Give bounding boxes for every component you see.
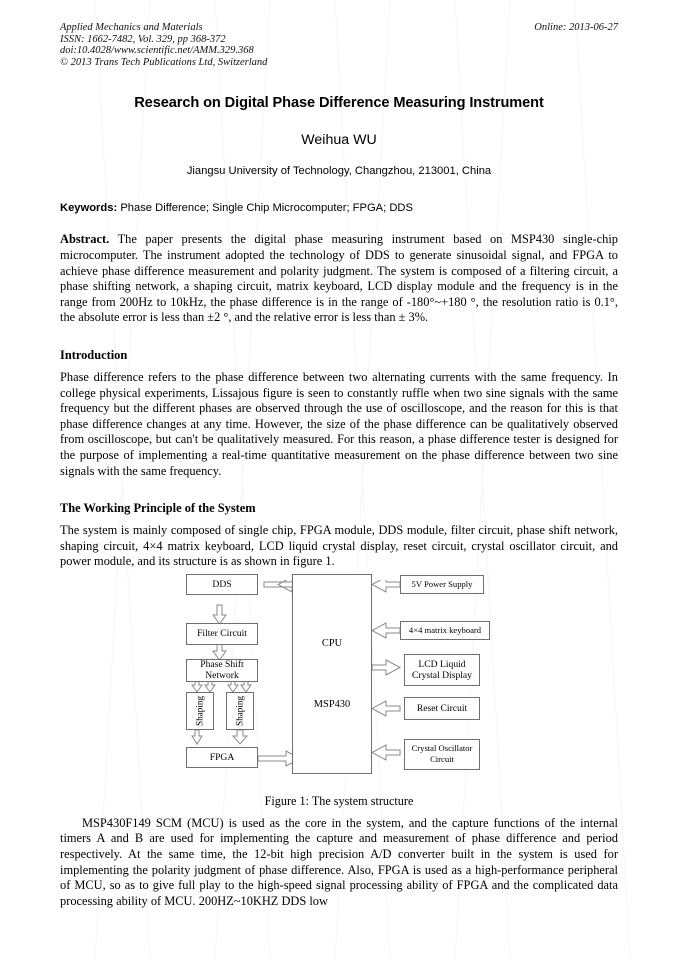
- block-keyboard-label: 4×4 matrix keyboard: [408, 624, 482, 635]
- block-filter-circuit: [186, 623, 258, 645]
- abstract-text: The paper presents the digital phase measuring instrument based on MSP430 single-chip microcomputer. The instrument adopted the technology of DDS to generate sinusoidal signal, and FPGA to achieve phase difference measurement and polarity judgment. The system is composed of a filtering circuit, a phase shifting network, a shaping circuit, matrix keyboard, LCD display module and the frequency is in the range from 200Hz to 10kHz, the phase difference is in the range of -180°~+180 °, the resolution ratio is 0.1°, the absolute error is less than ±2 °, and the relative error is less than ± 3%.: [60, 232, 618, 325]
- abstract-paragraph: [60, 232, 618, 326]
- online-date: Online: 2013-06-27: [534, 22, 618, 33]
- block-power-supply: [400, 575, 484, 594]
- block-matrix-keyboard: [400, 621, 490, 640]
- abstract-label: Abstract.: [60, 232, 110, 247]
- block-phase-shift-label: Phase Shift Network: [200, 659, 244, 682]
- block-shaping-b-label: Shaping: [234, 695, 245, 726]
- arrow-shaping-a-to-fpga: [192, 730, 202, 744]
- journal-copyright: © 2013 Trans Tech Publications Ltd, Switzerland: [60, 56, 268, 68]
- section-heading-working-principle: The Working Principle of the System: [60, 501, 256, 516]
- introduction-paragraph: Phase difference refers to the phase difference between two alternating currents with the same frequency. In college physical experiments, Lissajous figure is seen to constantly ruffle when two sine signals with the same frequency but the different phases are observed through the use of oscilloscope, and the reason for this is that phase difference changes at any time. However, the size of the phase difference can be qualitatively observed from oscilloscope, but can't be qualitatively measured. For this reason, a phase difference tester is designed for the purpose of implementing a real-time quantitative measurement on the phase difference between two sine signals with the same frequency.: [60, 369, 618, 478]
- arrow-cpu-to-dds: [264, 580, 292, 592]
- block-fpga: [186, 747, 258, 768]
- figure-container: [60, 580, 618, 792]
- block-reset-label: Reset Circuit: [416, 702, 468, 714]
- block-shaping-a-label: Shaping: [194, 695, 205, 726]
- journal-name: Applied Mechanics and Materials: [60, 22, 203, 33]
- paper-author: Weihua WU: [301, 132, 377, 149]
- keywords-line: [60, 202, 618, 214]
- arrow-filter-to-phaseshift: [213, 644, 226, 660]
- keywords-value: Phase Difference; Single Chip Microcomputer; FPGA; DDS: [120, 202, 413, 215]
- block-power-label: 5V Power Supply: [411, 578, 473, 589]
- block-filter-label: Filter Circuit: [197, 628, 247, 640]
- block-dds-label: DDS: [212, 578, 232, 590]
- arrow-reset-to-cpu: [372, 701, 400, 716]
- block-reset-circuit: [404, 697, 480, 720]
- block-cpu: [292, 574, 372, 774]
- arrow-oscillator-to-cpu: [372, 745, 400, 760]
- block-shaping-b: [226, 692, 254, 730]
- block-phase-shift-network: [186, 659, 258, 682]
- journal-doi: doi:10.4028/www.scientific.net/AMM.329.368: [60, 45, 254, 57]
- arrow-phaseshift-to-shaping-a1: [192, 681, 202, 692]
- keywords-label: Keywords:: [60, 202, 118, 215]
- block-cpu-model-label: MSP430: [313, 698, 351, 710]
- block-fpga-label: FPGA: [209, 751, 235, 763]
- arrow-shaping-b-to-fpga: [233, 730, 247, 744]
- block-cpu-label: CPU: [321, 637, 343, 649]
- arrow-phaseshift-to-shaping-b2: [241, 681, 251, 692]
- working-principle-paragraph: The system is mainly composed of single chip, FPGA module, DDS module, filter circuit, phase shift network, shaping circuit, 4×4 matrix keyboard, LCD liquid crystal display, reset circuit, crystal oscillator circuit, and power module, and its structure is as shown in figure 1.: [60, 523, 618, 569]
- block-oscillator-label: Crystal Oscillator Circuit: [411, 743, 473, 765]
- arrow-power-to-cpu: [372, 580, 400, 592]
- block-lcd-label: LCD Liquid Crystal Display: [412, 658, 472, 681]
- arrow-phaseshift-to-shaping-a2: [205, 681, 215, 692]
- paper-title: Research on Digital Phase Difference Measuring Instrument: [134, 95, 544, 112]
- block-crystal-oscillator: [404, 739, 480, 770]
- journal-issn: ISSN: 1662-7482, Vol. 329, pp 368-372: [60, 33, 226, 45]
- block-lcd-display: [404, 654, 480, 686]
- section-heading-introduction: Introduction: [60, 347, 128, 362]
- arrow-dds-to-filter: [213, 605, 226, 624]
- block-dds: [186, 574, 258, 595]
- figure-caption: Figure 1: The system structure: [264, 793, 414, 808]
- paper-affiliation: Jiangsu University of Technology, Changzhou, 213001, China: [186, 165, 492, 178]
- arrow-keyboard-to-cpu: [372, 623, 400, 638]
- closing-paragraph: MSP430F149 SCM (MCU) is used as the core in the system, and the capture functions of the internal timers A and B are used for implementing the capture and measurement of phase difference and period respectively. At the same time, the 12-bit high precision A/D converter built in the system is used for implementing the polarity judgment of phase difference. Also, FPGA is used as a high-performance peripheral of MCU, so as to give full play to the high-speed signal processing ability of FPGA and the complicated data processing ability of MCU. 200HZ~10KHZ DDS low: [60, 815, 618, 908]
- arrow-cpu-to-lcd: [372, 660, 400, 675]
- system-structure-diagram: [0, 580, 678, 792]
- arrow-phaseshift-to-shaping-b1: [228, 681, 238, 692]
- block-shaping-a: [186, 692, 214, 730]
- journal-header: [60, 22, 618, 68]
